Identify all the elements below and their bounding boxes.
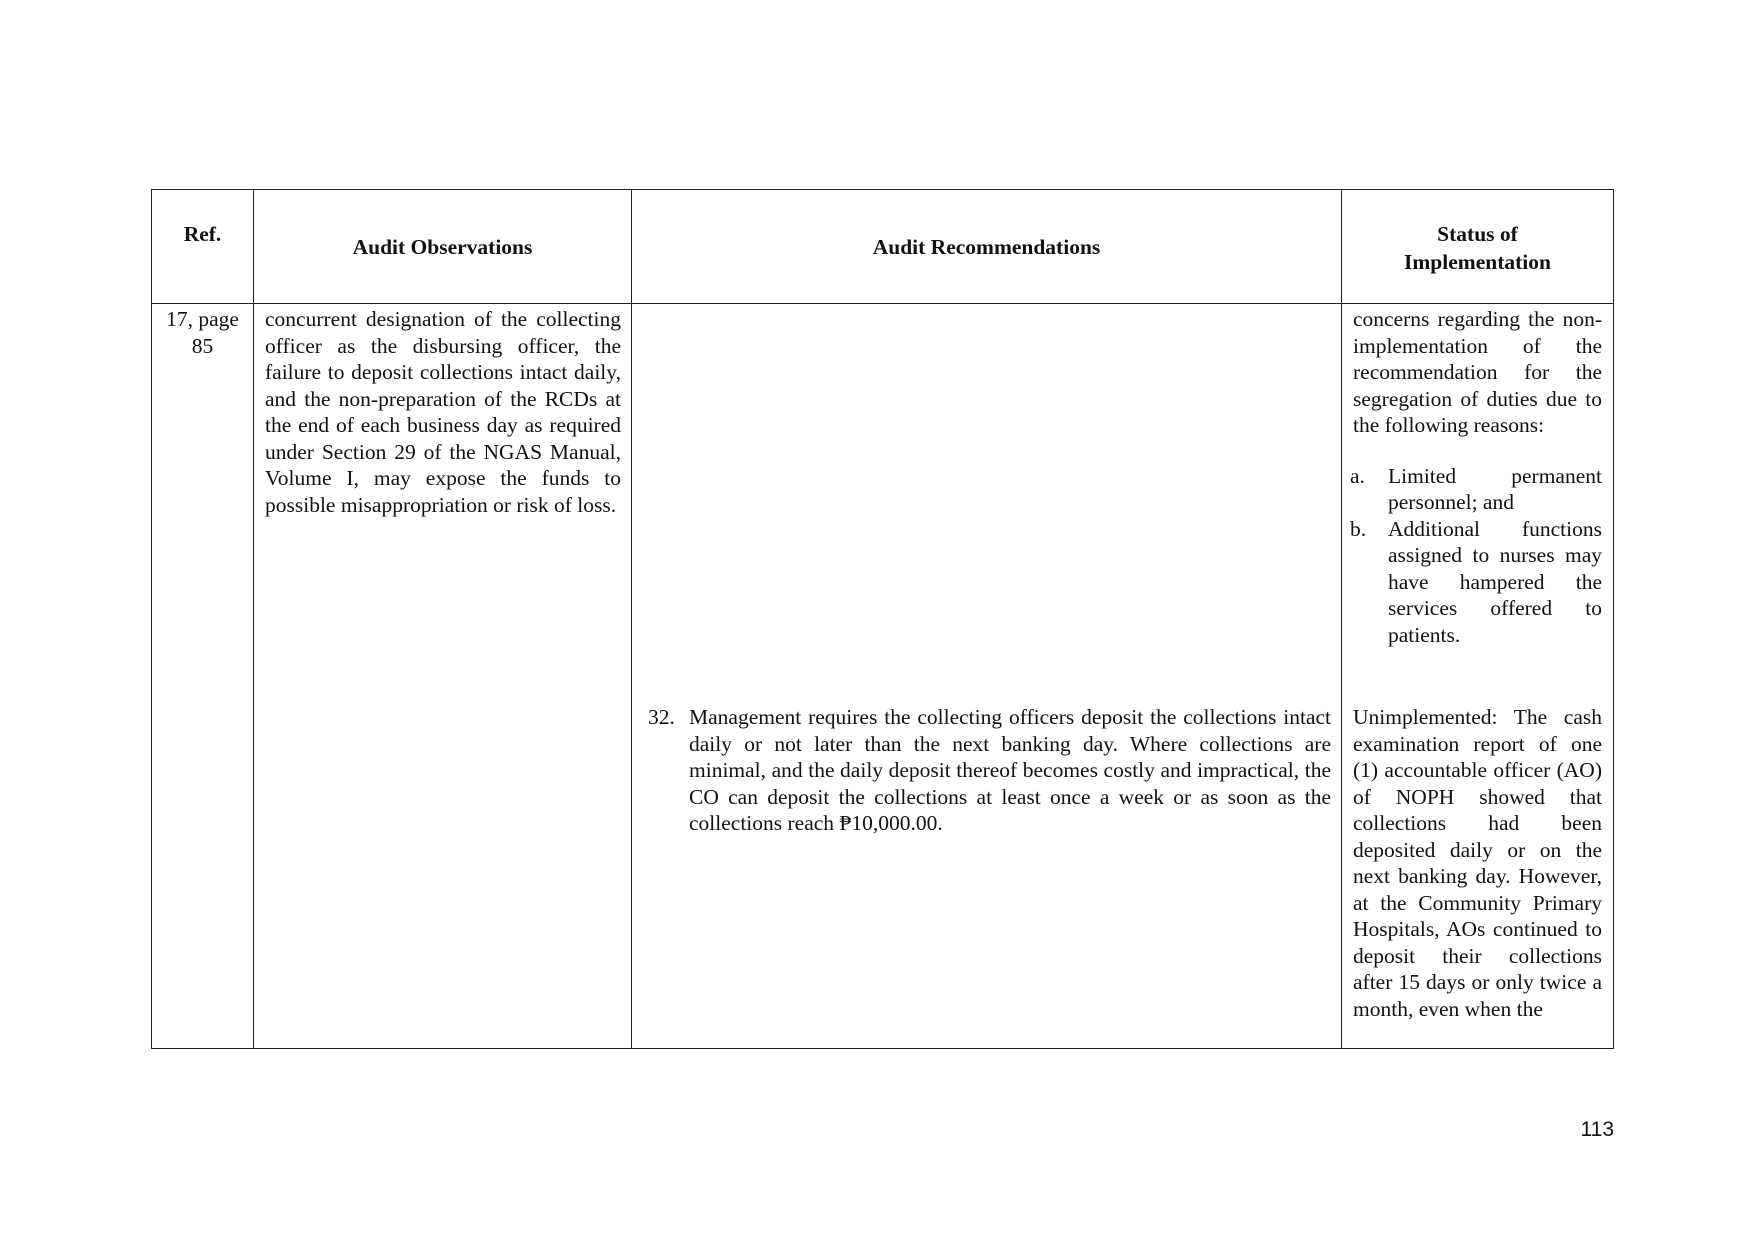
- page-number: 113: [1580, 1118, 1614, 1141]
- header-recommendations: Audit Recommendations: [632, 190, 1342, 304]
- recommendation-cell: [632, 304, 1342, 1049]
- status-intro: concerns regarding the non-implementation of the recommendation for the segregation of duties due to the following reasons:: [1353, 307, 1602, 437]
- table-row: [152, 304, 1614, 1049]
- status-cell: [1342, 304, 1614, 1049]
- table-header-row: [152, 190, 1614, 304]
- status-unimplemented: Unimplemented: The cash examination report of one (1) accountable officer (AO) of NOPH showed that collections had been deposited daily or on the next banking day. However, at the Community Primary Hospitals, AOs continued to deposit their collections after 15 days or only twice a month, even when the: [1353, 705, 1602, 1021]
- observation-text: concurrent designation of the collecting officer as the disbursing officer, the failure to deposit collections intact daily, and the non-preparation of the RCDs at the end of each business day as required under Section 29 of the NGAS Manual, Volume I, may expose the funds to possible misappropriation or risk of loss.: [265, 307, 621, 517]
- list-item: b. Additional functions assigned to nurses may have hampered the services offered to patients.: [1350, 516, 1602, 647]
- audit-table: [151, 189, 1614, 1049]
- recommendation-item: [632, 704, 1331, 837]
- observation-cell: [254, 304, 632, 1049]
- recommendation-number: 32.: [648, 705, 675, 729]
- recommendation-text: Management requires the collecting officers deposit the collections intact daily or not later than the next banking day. Where collections are minimal, and the daily deposit thereof becomes costly and impractical, the CO can deposit the collections at least once a week or as soon as the collections reach ₱10,000.00.: [689, 705, 1331, 835]
- header-ref: Ref.: [152, 190, 254, 304]
- header-observations: Audit Observations: [254, 190, 632, 304]
- list-item: a. Limited permanent personnel; and: [1350, 463, 1602, 514]
- header-status: Status of Implementation: [1342, 190, 1614, 304]
- ref-cell: 17, page 85: [152, 304, 254, 1049]
- status-reasons-list: [1350, 463, 1602, 649]
